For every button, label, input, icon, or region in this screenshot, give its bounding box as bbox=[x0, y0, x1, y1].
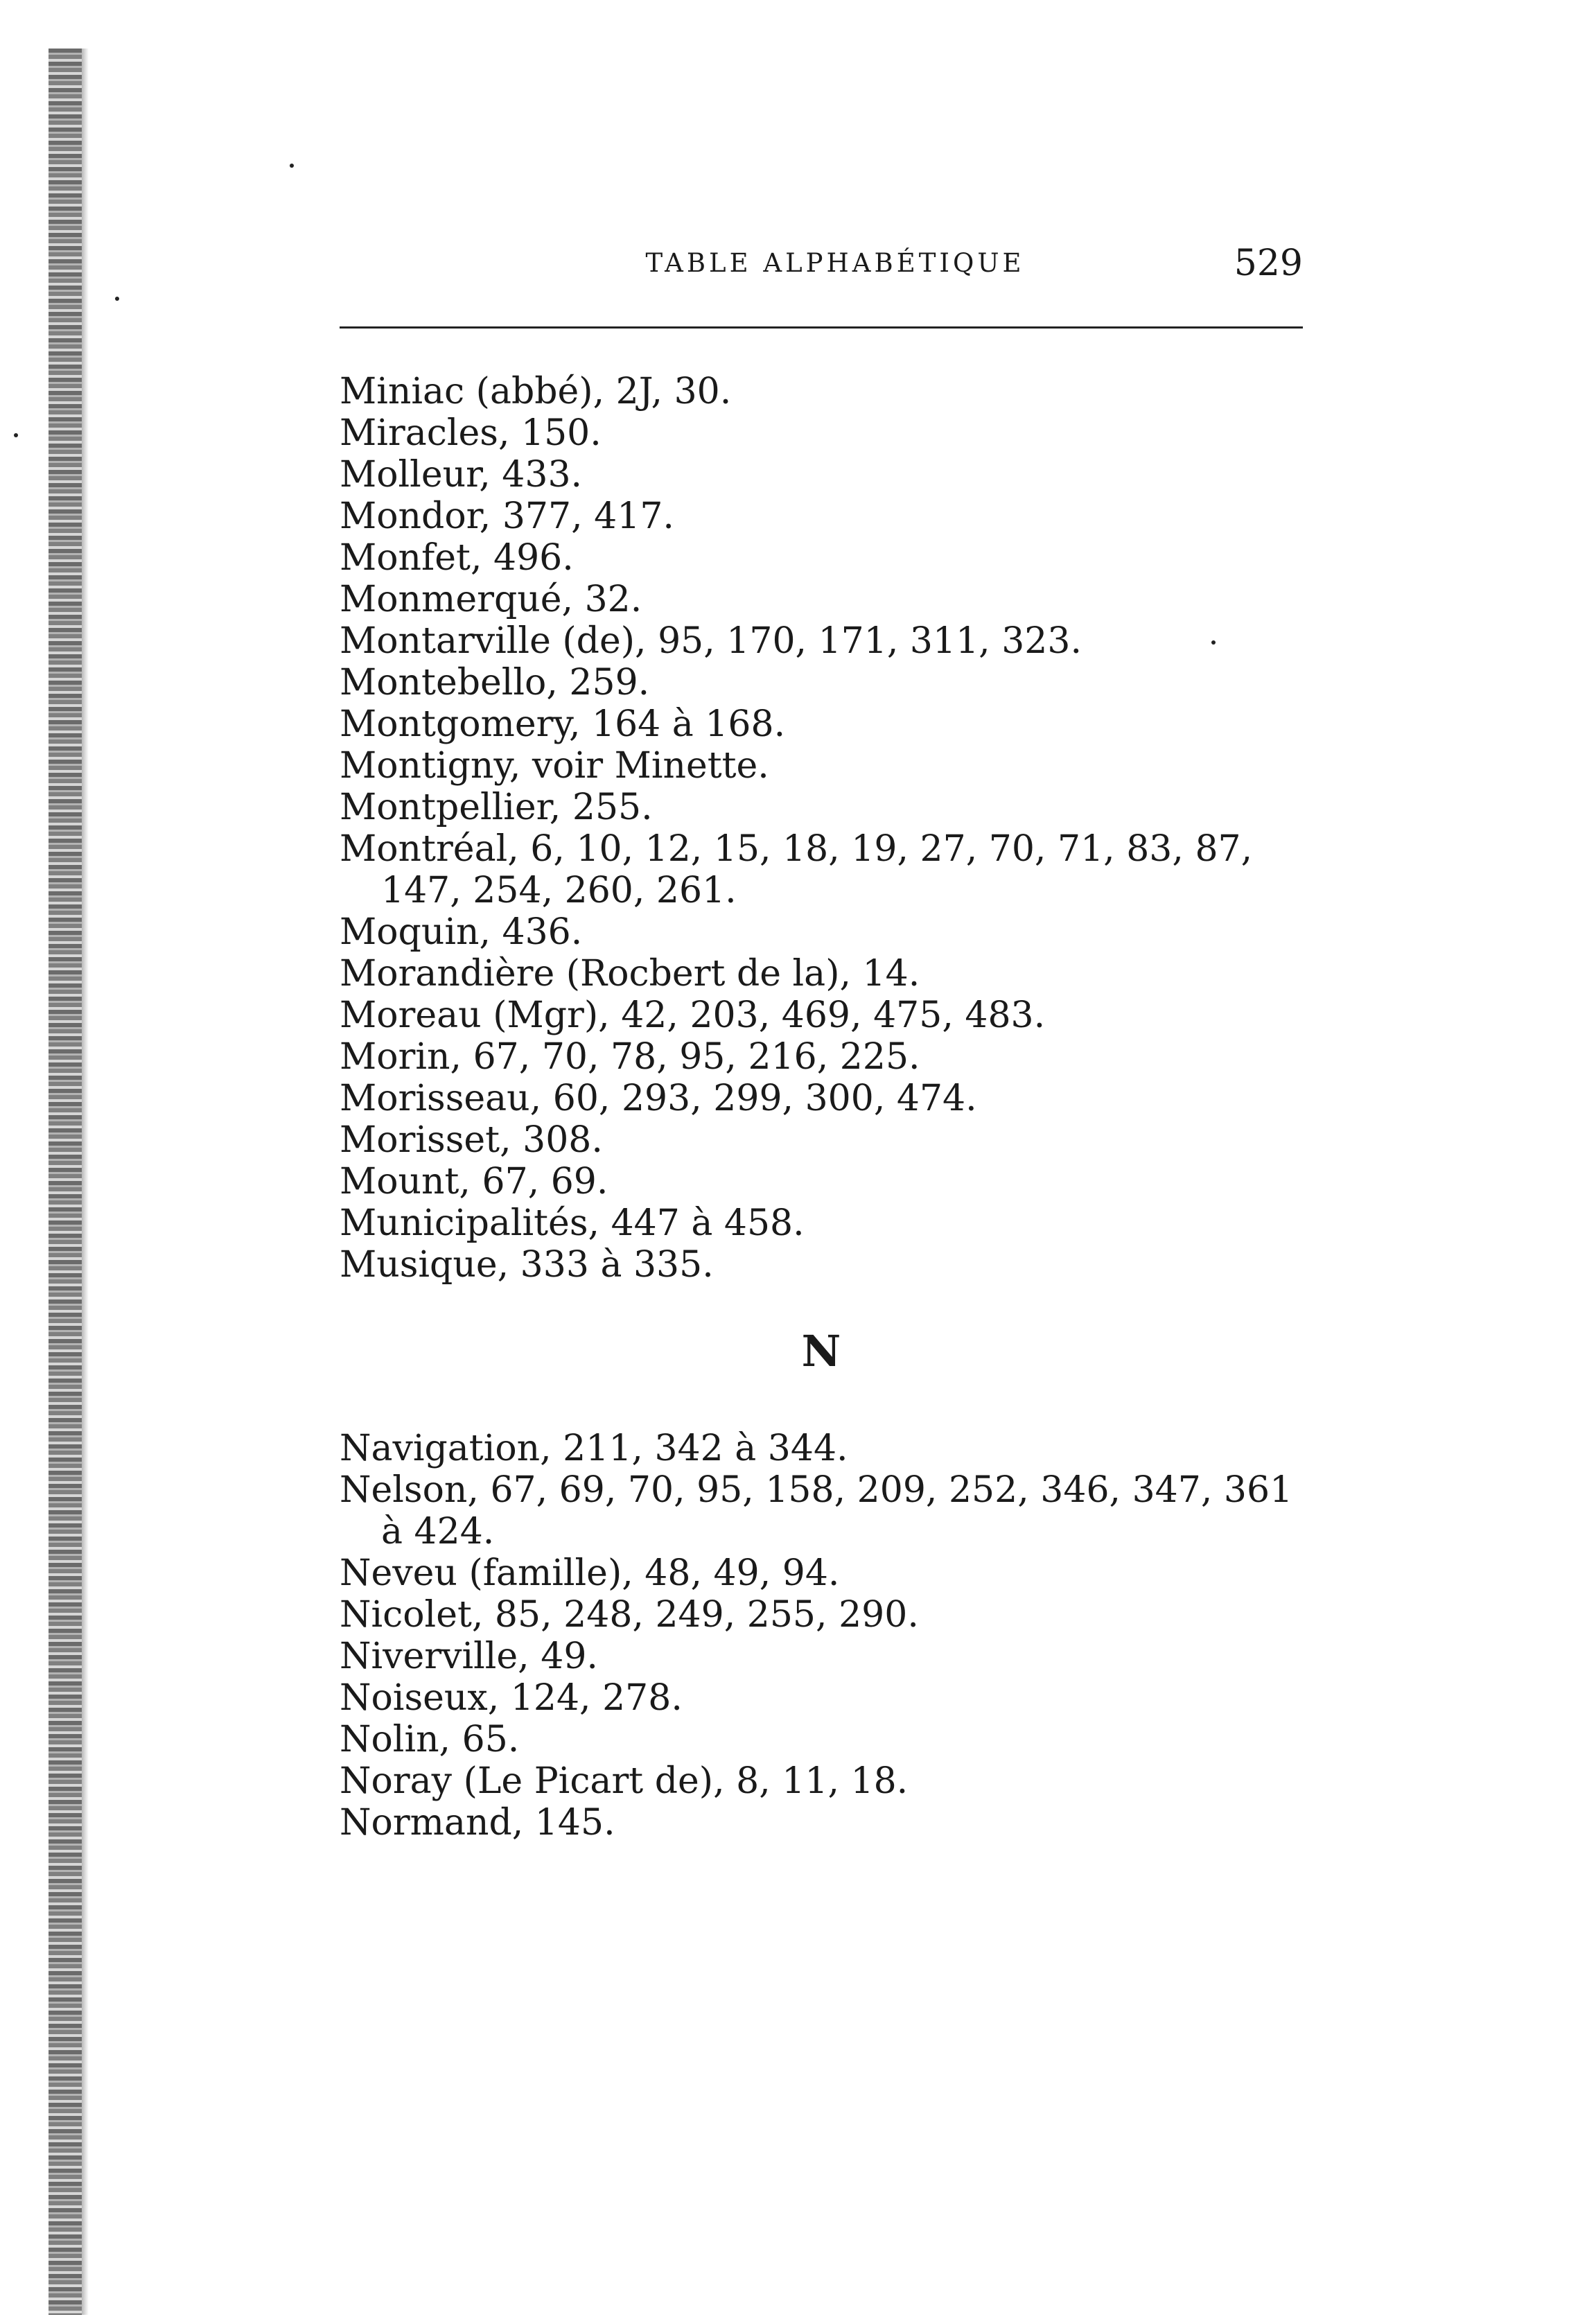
index-entry: Montebello, 259. bbox=[340, 662, 650, 703]
index-entry: Monfet, 496. bbox=[340, 537, 574, 579]
print-speck bbox=[290, 164, 294, 168]
index-entry: Morin, 67, 70, 78, 95, 216, 225. bbox=[340, 1036, 920, 1078]
index-entry: Municipalités, 447 à 458. bbox=[340, 1202, 805, 1244]
index-entry: Noiseux, 124, 278. bbox=[340, 1677, 683, 1719]
index-entry: Neveu (famille), 48, 49, 94. bbox=[340, 1552, 840, 1594]
index-entry: Mount, 67, 69. bbox=[340, 1161, 608, 1202]
page-binding-shadow bbox=[82, 49, 89, 2315]
index-entry: Montréal, 6, 10, 12, 15, 18, 19, 27, 70, 71, 83, 87, 147, 254, 260, 261. bbox=[340, 828, 1253, 911]
index-entries bbox=[340, 371, 1303, 1844]
index-entry: Moreau (Mgr), 42, 203, 469, 475, 483. bbox=[340, 995, 1046, 1036]
index-entry: Navigation, 211, 342 à 344. bbox=[340, 1428, 848, 1469]
index-entry: Nicolet, 85, 248, 249, 255, 290. bbox=[340, 1594, 919, 1636]
print-speck bbox=[14, 433, 18, 437]
section-letter: N bbox=[801, 1326, 841, 1376]
index-entry: Miracles, 150. bbox=[340, 412, 602, 454]
index-entry: Niverville, 49. bbox=[340, 1636, 598, 1677]
page-number: 529 bbox=[1234, 243, 1303, 284]
index-entry: Montpellier, 255. bbox=[340, 787, 653, 828]
header-rule bbox=[340, 326, 1303, 329]
index-entry: Noray (Le Picart de), 8, 11, 18. bbox=[340, 1760, 909, 1802]
index-entry: Nelson, 67, 69, 70, 95, 158, 209, 252, 346, 347, 361 à 424. bbox=[340, 1469, 1293, 1552]
index-entry: Morisset, 308. bbox=[340, 1119, 603, 1161]
index-entry: Morandière (Rocbert de la), 14. bbox=[340, 953, 920, 995]
page-header bbox=[340, 239, 1303, 288]
print-speck bbox=[115, 297, 119, 301]
index-entry: Molleur, 433. bbox=[340, 454, 583, 496]
index-entry: Morisseau, 60, 293, 299, 300, 474. bbox=[340, 1078, 977, 1119]
index-entry: Mondor, 377, 417. bbox=[340, 496, 674, 537]
index-entry: Monmerqué, 32. bbox=[340, 579, 642, 620]
page-binding-edge bbox=[49, 49, 82, 2315]
running-title: TABLE ALPHABÉTIQUE bbox=[645, 248, 1025, 278]
index-entry: Montarville (de), 95, 170, 171, 311, 323. bbox=[340, 620, 1082, 662]
index-entry: Moquin, 436. bbox=[340, 911, 583, 953]
index-entry: Montgomery, 164 à 168. bbox=[340, 703, 786, 745]
index-entry: Normand, 145. bbox=[340, 1802, 615, 1844]
index-entry: Musique, 333 à 335. bbox=[340, 1244, 714, 1286]
index-entry: Miniac (abbé), 2J, 30. bbox=[340, 371, 732, 412]
index-entry: Nolin, 65. bbox=[340, 1719, 520, 1760]
index-entry: Montigny, voir Minette. bbox=[340, 745, 769, 787]
